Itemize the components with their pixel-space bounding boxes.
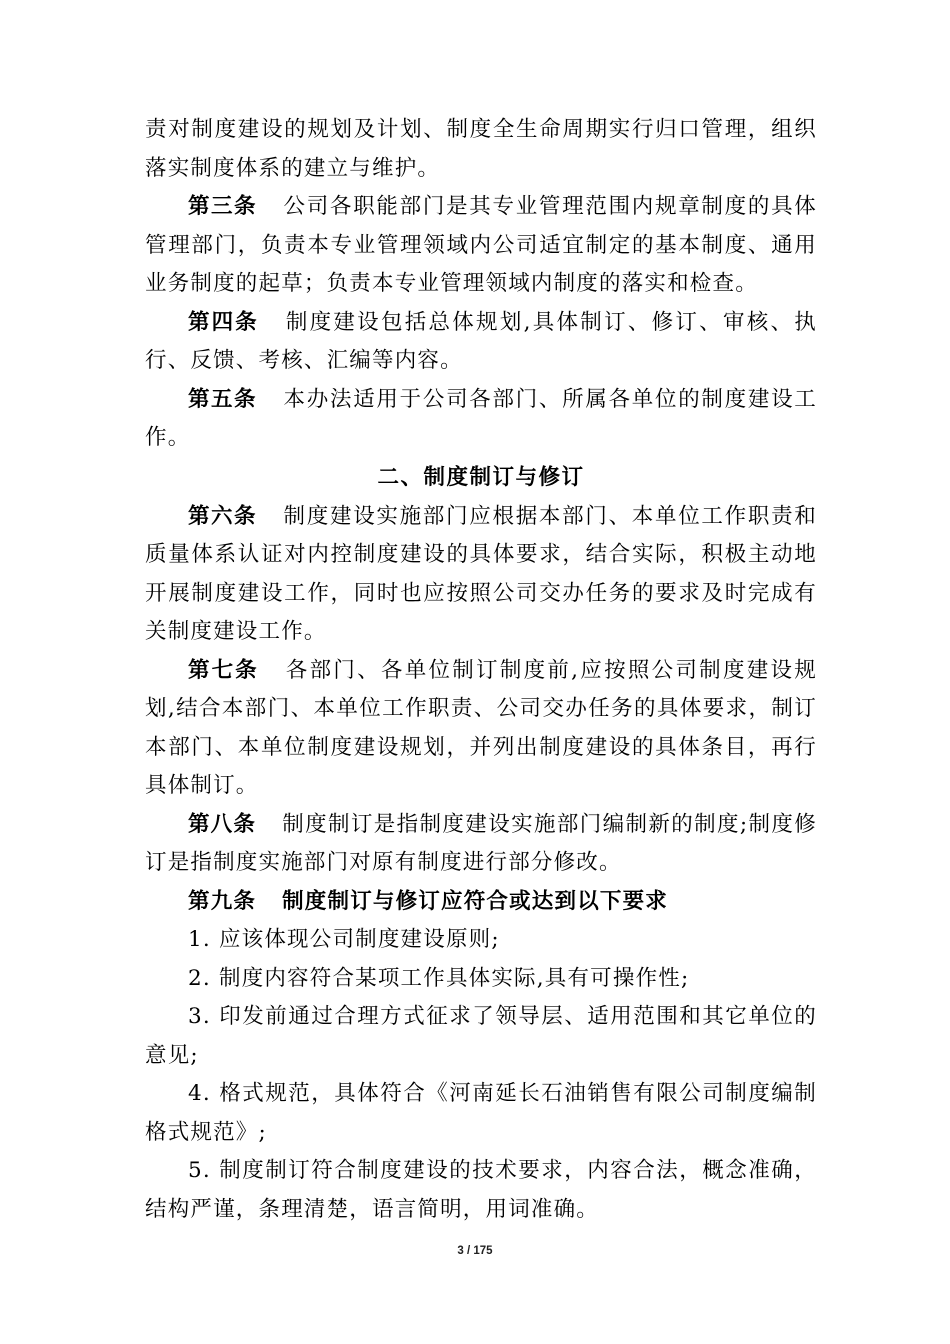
article-4-number: 第四条 (188, 309, 259, 335)
article-7-paragraph (145, 652, 817, 806)
article-8-paragraph (145, 806, 817, 883)
article-8-text: 制度制订是指制度建设实施部门编制新的制度;制度修订是指制度实施部门对原有制度进行部分修改。 (145, 811, 817, 875)
page-number: 3 / 175 (457, 1245, 493, 1257)
article-5-paragraph (145, 381, 817, 458)
document-body (145, 111, 817, 1229)
article-9-number: 第九条 (188, 888, 257, 914)
intro-continuation-paragraph: 责对制度建设的规划及计划、制度全生命周期实行归口管理，组织落实制度体系的建立与维护。 (145, 117, 817, 181)
article-6-text: 制度建设实施部门应根据本部门、本单位工作职责和质量体系认证对内控制度建设的具体要求，结合实际，积极主动地开展制度建设工作，同时也应按照公司交办任务的要求及时完成有关制度建设工作。 (145, 503, 817, 644)
article-4-text: 制度建设包括总体规划,具体制订、修订、审核、执行、反馈、考核、汇编等内容。 (145, 309, 817, 373)
requirement-item-1: 1. 应该体现公司制度建设原则; (188, 927, 500, 952)
article-5-number: 第五条 (188, 386, 258, 412)
article-8-number: 第八条 (188, 811, 257, 837)
requirement-item-3: 3. 印发前通过合理方式征求了领导层、适用范围和其它单位的意见; (145, 1004, 817, 1068)
requirement-item-4: 4. 格式规范，具体符合《河南延长石油销售有限公司制度编制格式规范》; (145, 1081, 817, 1145)
article-6-number: 第六条 (188, 503, 258, 529)
article-9-text: 制度制订与修订应符合或达到以下要求 (282, 888, 669, 914)
requirement-item-2: 2. 制度内容符合某项工作具体实际,具有可操作性; (188, 965, 690, 991)
article-3-paragraph (145, 188, 817, 304)
article-3-number: 第三条 (188, 194, 258, 219)
article-7-number: 第七条 (188, 657, 259, 683)
article-3-text: 公司各职能部门是其专业管理范围内规章制度的具体管理部门，负责本专业管理领域内公司适宜制定的基本制度、通用业务制度的起草；负责本专业管理领域内制度的落实和检查。 (145, 194, 817, 296)
article-4-paragraph (145, 304, 817, 381)
requirement-item-5: 5. 制度制订符合制度建设的技术要求，内容合法，概念准确，结构严谨，条理清楚，语言简明，用词准确。 (145, 1158, 817, 1222)
article-9-paragraph (145, 883, 817, 922)
article-6-paragraph (145, 498, 817, 652)
section-heading: 二、制度制订与修订 (377, 464, 585, 490)
article-7-text: 各部门、各单位制订制度前,应按照公司制度建设规划,结合本部门、本单位工作职责、公司交办任务的具体要求，制订本部门、本单位制度建设规划，并列出制度建设的具体条目，再行具体制订。 (145, 657, 817, 798)
article-5-text: 本办法适用于公司各部门、所属各单位的制度建设工作。 (145, 386, 817, 450)
